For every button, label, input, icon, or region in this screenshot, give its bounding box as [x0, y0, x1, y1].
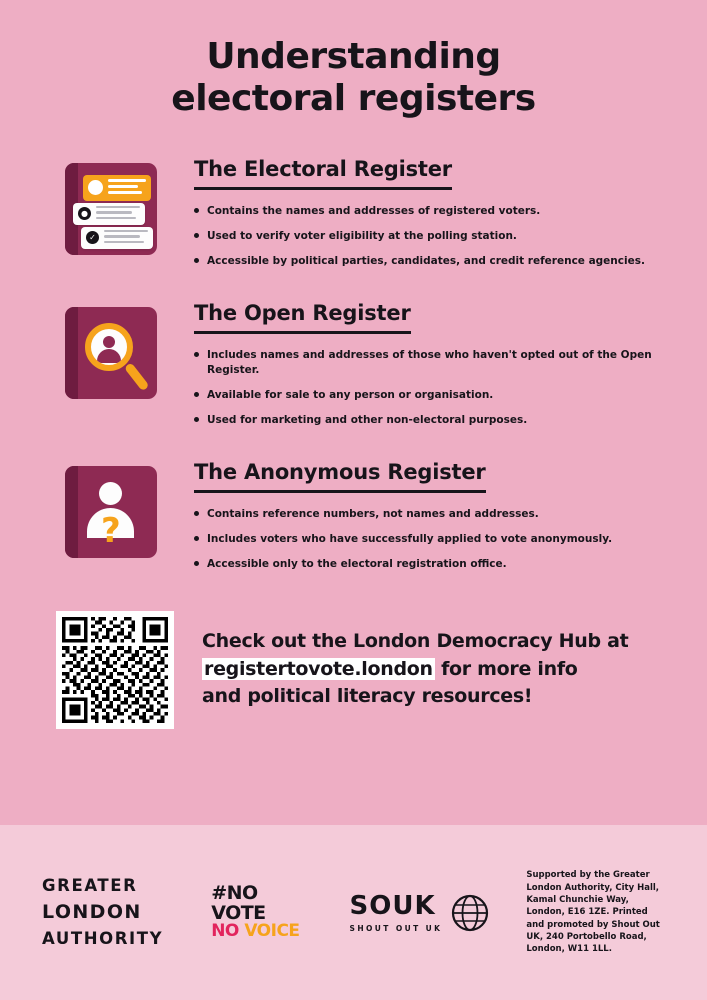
section-heading-3: The Anonymous Register: [194, 460, 486, 493]
bullet-list-3: [194, 507, 687, 572]
qr-code[interactable]: [56, 611, 174, 729]
list-item: Accessible only to the electoral registration office.: [194, 557, 687, 571]
no-vote-no-voice-logo: [211, 884, 299, 940]
id-card-white-1: [73, 203, 145, 225]
page-title: [0, 0, 707, 121]
book-with-id-cards-icon: [61, 163, 159, 259]
list-item: Used to verify voter eligibility at the polling station.: [194, 229, 687, 243]
section-heading-2: The Open Register: [194, 301, 411, 334]
cta-line-2-rest: for more info: [434, 657, 578, 680]
title-line-1: Understanding: [206, 36, 501, 77]
list-item: Includes voters who have successfully applied to vote anonymously.: [194, 532, 687, 546]
cta-line-3: and political literacy resources!: [202, 685, 533, 708]
sections: [0, 157, 707, 583]
gla-line-3: AUTHORITY: [42, 928, 164, 948]
gla-line-2: LONDON: [42, 901, 142, 924]
list-item: Accessible by political parties, candidates, and credit reference agencies.: [194, 254, 687, 268]
bullet-list-2: [194, 348, 687, 427]
novote-line-2: VOTE: [211, 901, 266, 924]
section-body-2: [164, 301, 707, 438]
gla-logo: [42, 874, 163, 952]
section-open-register: [0, 301, 707, 438]
list-item: Contains reference numbers, not names and addresses.: [194, 507, 687, 521]
icon-wrap-3: [56, 460, 164, 562]
souk-subtitle: SHOUT OUT UK: [349, 923, 443, 933]
list-item: Includes names and addresses of those who haven't opted out of the Open Register.: [194, 348, 687, 376]
globe-icon: [450, 893, 490, 933]
call-to-action: [0, 611, 707, 729]
novote-voice: VOICE: [244, 921, 300, 942]
novote-line-1: #NO: [211, 882, 258, 905]
souk-name: SOUK: [349, 890, 436, 921]
list-item: Contains the names and addresses of registered voters.: [194, 204, 687, 218]
icon-wrap-1: [56, 157, 164, 259]
cta-text: [174, 628, 628, 711]
footer: [0, 825, 707, 1000]
credit-text: Supported by the Greater London Authority, City Hall, Kamal Chunchie Way, London, E16 1ZE. Printed and promoted by Shout Out UK, 240 Portobello Road, London, W11 1LL.: [526, 870, 660, 955]
cta-url[interactable]: registertovote.london: [204, 657, 433, 680]
id-card-white-2: [81, 227, 153, 249]
novote-no: NO: [211, 921, 245, 942]
section-body-1: [164, 157, 707, 280]
person-head: [99, 482, 122, 505]
check-icon: ✓: [86, 231, 99, 244]
section-anonymous-register: [0, 460, 707, 583]
book-with-anonymous-person-icon: [61, 466, 159, 562]
section-heading-1: The Electoral Register: [194, 157, 452, 190]
fingerprint-icon: ●: [78, 207, 91, 220]
book-with-magnifier-person-icon: [61, 307, 159, 403]
cta-line-1: Check out the London Democracy Hub at: [202, 630, 629, 653]
bullet-list-1: [194, 204, 687, 269]
gla-line-1: GREATER: [42, 875, 138, 895]
section-electoral-register: [0, 157, 707, 280]
icon-wrap-2: [56, 301, 164, 403]
question-mark-icon: ?: [101, 511, 121, 552]
novote-line-3: [211, 923, 299, 940]
cta-line-2: [202, 656, 628, 684]
souk-logo: [349, 890, 491, 933]
id-card-orange: [83, 175, 151, 201]
title-line-2: electoral registers: [171, 78, 536, 120]
list-item: Used for marketing and other non-electoral purposes.: [194, 413, 687, 427]
list-item: Available for sale to any person or organisation.: [194, 388, 687, 402]
section-body-3: [164, 460, 707, 583]
